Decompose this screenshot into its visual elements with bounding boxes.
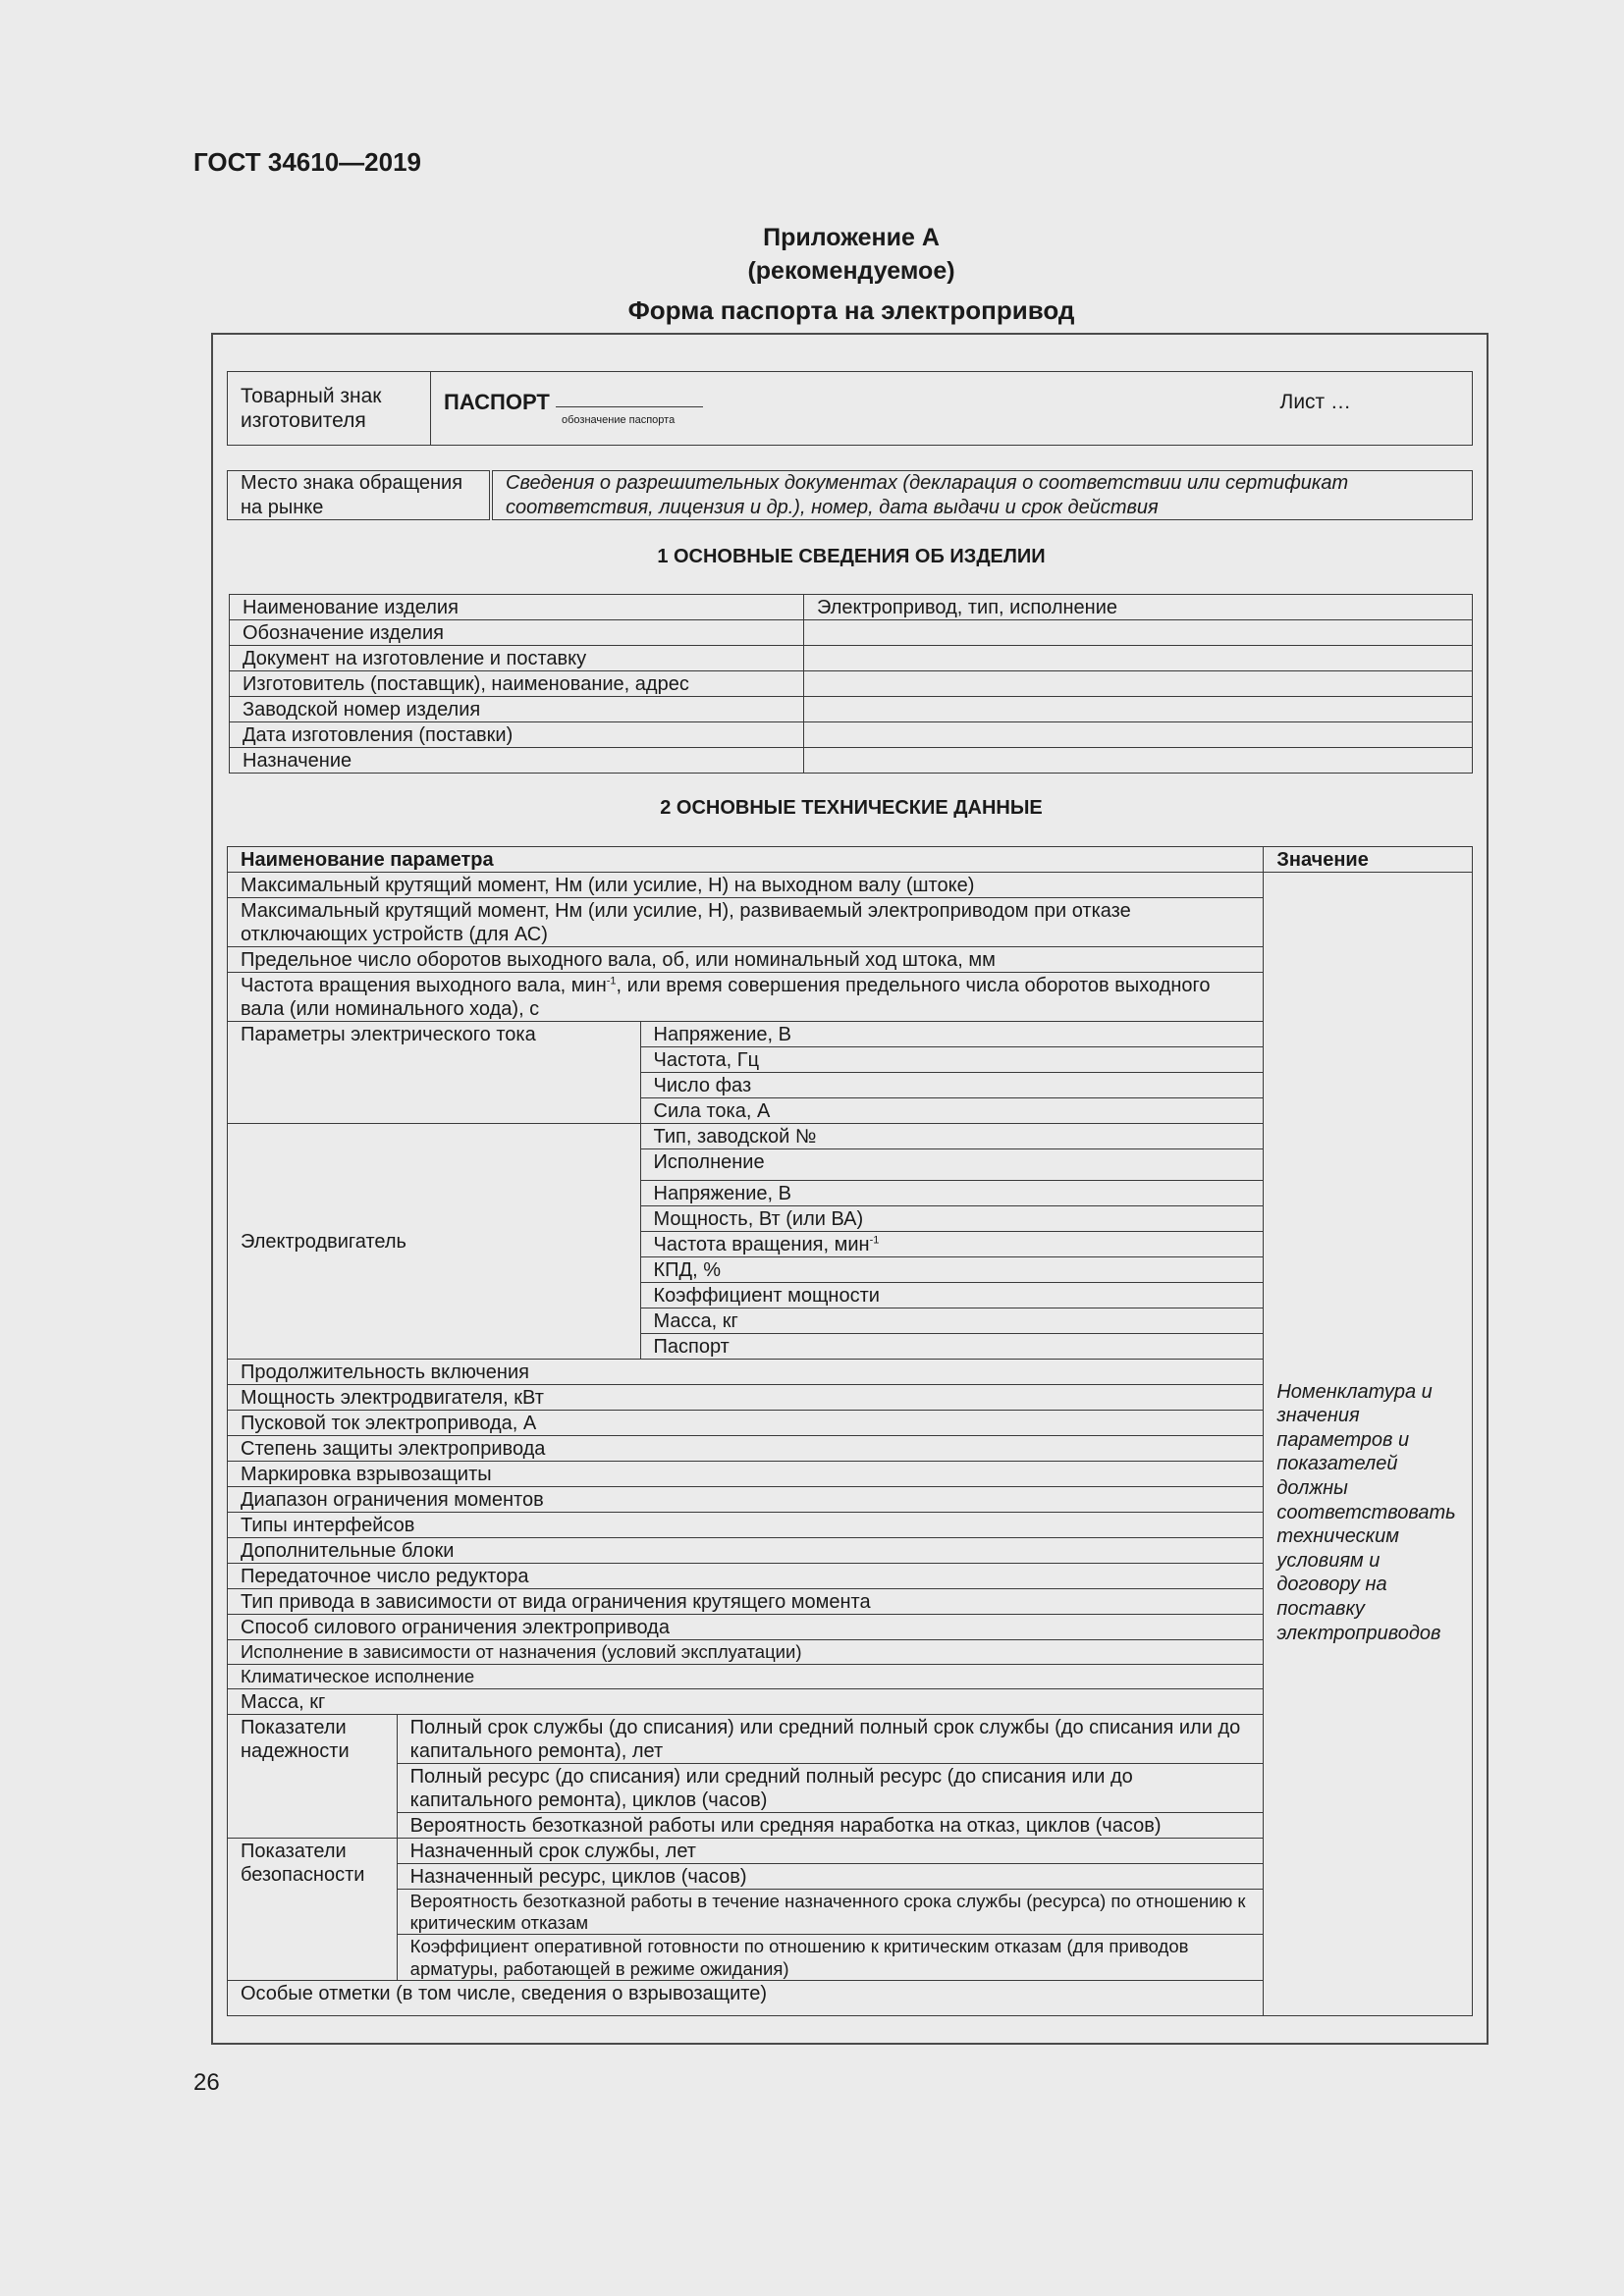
technical-data-table [227,846,1473,2016]
market-mark-table [227,470,1473,520]
basic-label: Назначение [230,748,804,774]
safety-group-label: Показатели безопасности [228,1839,398,1981]
rotation-text-b: , или время совершения предельного числа оборотов выходного вала (или номинального хода), с [241,975,1211,1020]
param-row: Максимальный крутящий момент, Нм (или усилие, Н) на выходном валу (штоке) [228,873,1264,898]
unit-superscript: -1 [606,975,617,988]
motor-param: Масса, кг [640,1308,1264,1334]
safety-param: Коэффициент оперативной готовности по отношению к критическим отказам (для приводов арматуры, работающей в режиме ожидания) [397,1935,1264,1980]
basic-value [804,748,1473,774]
param-row: Тип привода в зависимости от вида ограничения крутящего момента [228,1589,1264,1615]
param-row: Масса, кг [228,1689,1264,1715]
reliability-param: Вероятность безотказной работы или средняя наработка на отказ, циклов (часов) [397,1813,1264,1839]
basic-label: Дата изготовления (поставки) [230,722,804,748]
current-param: Число фаз [640,1073,1264,1098]
param-row: Пусковой ток электропривода, А [228,1411,1264,1436]
rotation-text-a: Частота вращения выходного вала, мин [241,975,607,996]
appendix-title: Приложение А [763,224,940,251]
param-row-rotation [228,973,1264,1022]
reliability-group-label: Показатели надежности [228,1715,398,1839]
motor-group-label: Электродвигатель [228,1124,641,1360]
safety-param: Вероятность безотказной работы в течение назначенного срока службы (ресурса) по отношению к критическим отказам [397,1890,1264,1935]
current-param: Сила тока, А [640,1098,1264,1124]
basic-value [804,722,1473,748]
document-header: ГОСТ 34610—2019 [193,147,421,177]
passport-number-blank [556,406,703,407]
passport-header-table [227,371,1473,446]
table-row [230,671,1473,697]
basic-info-table [229,594,1473,774]
appendix-subtitle: (рекомендуемое) [747,257,955,285]
param-row: Климатическое исполнение [228,1665,1264,1689]
table-row [230,646,1473,671]
param-row: Исполнение в зависимости от назначения (условий эксплуатации) [228,1640,1264,1665]
basic-value: Электропривод, тип, исполнение [804,595,1473,620]
motor-param: Напряжение, В [640,1181,1264,1206]
current-group-label: Параметры электрического тока [228,1022,641,1124]
param-row: Маркировка взрывозащиты [228,1462,1264,1487]
safety-param: Назначенный ресурс, циклов (часов) [397,1864,1264,1890]
permits-info: Сведения о разрешительных документах (декларация о соответствии или сертификат соответствия, лицензия и др.), номер, дата выдачи и срок действия [491,471,1473,520]
motor-param: Тип, заводской № [640,1124,1264,1149]
basic-value [804,671,1473,697]
table-row [228,873,1473,898]
basic-value [804,646,1473,671]
sheet-label: Лист … [1279,391,1351,414]
param-row: Способ силового ограничения электропривода [228,1615,1264,1640]
page-number: 26 [193,2069,220,2096]
basic-label: Обозначение изделия [230,620,804,646]
param-row: Максимальный крутящий момент, Нм (или усилие, Н), развиваемый электроприводом при отказе отключающих устройств (для АС) [228,898,1264,947]
value-column-header: Значение [1264,847,1473,873]
motor-param-speed [640,1232,1264,1257]
param-row: Продолжительность включения [228,1360,1264,1385]
param-row: Предельное число оборотов выходного вала, об, или номинальный ход штока, мм [228,947,1264,973]
market-mark-label: Место знака обращения на рынке [228,471,492,520]
form-title: Форма паспорта на электропривод [627,295,1075,325]
unit-superscript: -1 [869,1234,880,1247]
table-row [230,722,1473,748]
motor-param: Мощность, Вт (или ВА) [640,1206,1264,1232]
value-note: Номенклатура и значения параметров и показателей должны соответствовать техническим условиям и договору на поставку электроприводов [1264,873,1473,2016]
table-row [230,620,1473,646]
motor-param: КПД, % [640,1257,1264,1283]
param-row: Дополнительные блоки [228,1538,1264,1564]
section-2-title: 2 ОСНОВНЫЕ ТЕХНИЧЕСКИЕ ДАННЫЕ [660,797,1043,819]
param-column-header: Наименование параметра [228,847,1264,873]
safety-param: Назначенный срок службы, лет [397,1839,1264,1864]
passport-caption: обозначение паспорта [562,413,676,426]
basic-label: Заводской номер изделия [230,697,804,722]
param-row: Мощность электродвигателя, кВт [228,1385,1264,1411]
basic-value [804,620,1473,646]
basic-label: Наименование изделия [230,595,804,620]
param-row: Диапазон ограничения моментов [228,1487,1264,1513]
motor-param: Паспорт [640,1334,1264,1360]
motor-speed-text: Частота вращения, мин [653,1234,870,1255]
section-1-title: 1 ОСНОВНЫЕ СВЕДЕНИЯ ОБ ИЗДЕЛИИ [657,546,1046,567]
trademark-cell: Товарный знак изготовителя [228,372,431,446]
table-header-row [228,847,1473,873]
passport-label: ПАСПОРТ [444,390,550,415]
reliability-param: Полный срок службы (до списания) или средний полный срок службы (до списания или до капитального ремонта), лет [397,1715,1264,1764]
table-row [230,595,1473,620]
param-row: Передаточное число редуктора [228,1564,1264,1589]
special-notes-row: Особые отметки (в том числе, сведения о взрывозащите) [228,1980,1264,2015]
current-param: Частота, Гц [640,1047,1264,1073]
basic-label: Документ на изготовление и поставку [230,646,804,671]
motor-param: Коэффициент мощности [640,1283,1264,1308]
motor-param: Исполнение [640,1149,1264,1181]
basic-value [804,697,1473,722]
reliability-param: Полный ресурс (до списания) или средний полный ресурс (до списания или до капитального ремонта), циклов (часов) [397,1764,1264,1813]
current-param: Напряжение, В [640,1022,1264,1047]
table-row [230,748,1473,774]
param-row: Степень защиты электропривода [228,1436,1264,1462]
basic-label: Изготовитель (поставщик), наименование, адрес [230,671,804,697]
passport-title-cell [431,372,1473,446]
table-row [230,697,1473,722]
param-row: Типы интерфейсов [228,1513,1264,1538]
